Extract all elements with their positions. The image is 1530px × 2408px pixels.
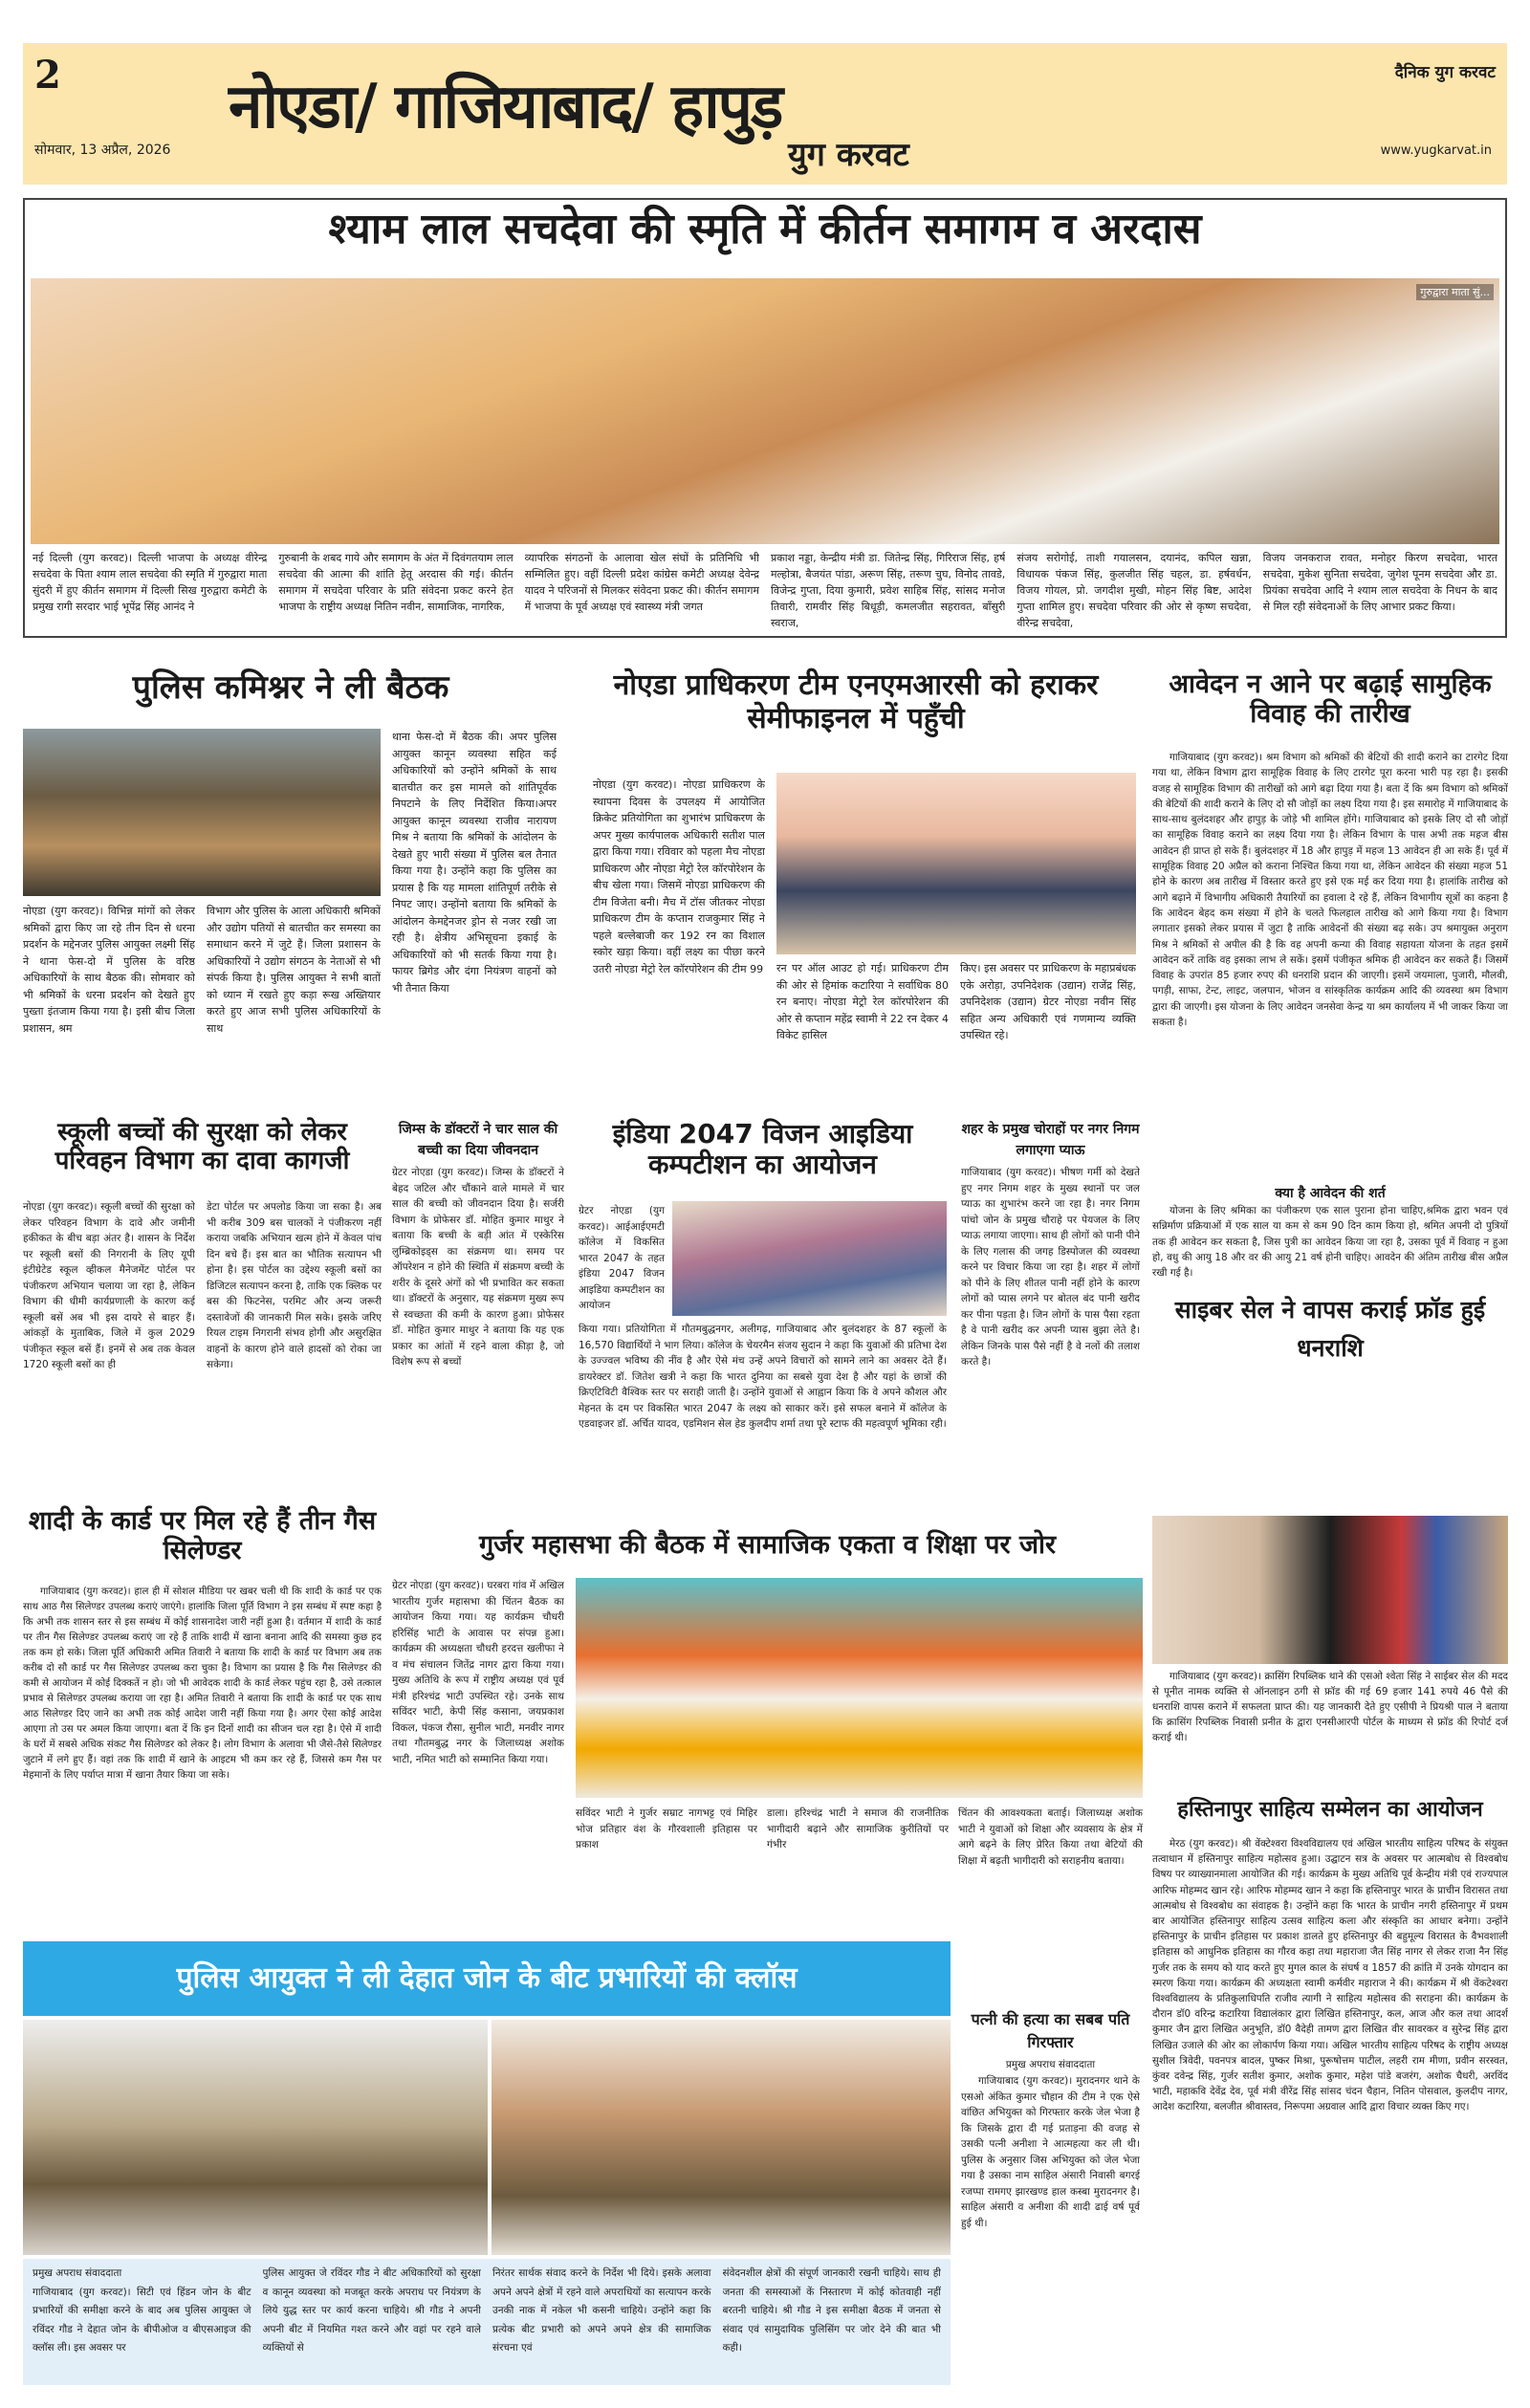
gurjar-headline: गुर्जर महासभा की बैठक में सामाजिक एकता व शिक्षा पर जोर (478, 1530, 1057, 1560)
beat-class-headline: पुलिस आयुक्त ने ली देहात जोन के बीट प्रभारियों की क्लॉस (23, 1941, 951, 2016)
police-meeting-story (23, 669, 558, 1105)
wife-murder-body: गाजियाबाद (युग करवट)। मुरादनगर थाने के एसओ अंकित कुमार चौहान की टीम ने एक ऐसे वांछित अभियुक्त को गिरफ्तार करके जेल भेजा है कि जिसके द्वारा दी गई प्रताड़ना की वजह से उसकी पत्नी अनीशा ने आत्महत्या कर ली थी। पुलिस के अनुसार जिस अभियुक्त को जेल भेजा गया है उसका नाम साहिल अंसारी निवासी बगरई रजप्पा रामगए झारखण्ड हाल कस्बा मुरादनगर है। साहिल अंसारी व अनीशा की शादी ढाई वर्ष पूर्व हुई थी। (961, 2075, 1140, 2229)
gurjar-col-1: सविंदर भाटी ने गुर्जर सम्राट नागभट्ट एवं मिहिर भोज प्रतिहार वंश के गौरवशाली इतिहास पर प्रकाश (576, 1807, 757, 1850)
mass-marriage-headline: आवेदन न आने पर बढ़ाई सामुहिक विवाह की तारीख (1169, 669, 1492, 730)
gurjar-left-col: ग्रेटर नोएडा (युग करवट)। घरबरा गांव में अखिल भारतीय गुर्जर महासभा की चिंतन बैठक का आयोजन किया गया। यह कार्यक्रम चौधरी हरिसिंह भाटी के आवास पर संपन्न हुआ। कार्यक्रम की अध्यक्षता चौधरी हरदत्त खलीफा ने व मंच संचालन जितेंद्र नागर द्वारा किया गया। मुख्य अतिथि के रूप में राष्ट्रीय अध्यक्ष एवं पूर्व मंत्री हरिश्चंद्र भाटी उपस्थित रहे। उनके साथ सविंदर भाटी, केपी सिंह कसाना, जयप्रकाश विकल, पंकज रौसा, सुनील भाटी, मनवीर नागर तथा गौतमबुद्ध नगर के जिलाध्यक्ष अशोक भाटी, नमित भाटी को सम्मानित किया गया। (392, 1580, 564, 1765)
police-col-2: विभाग और पुलिस के आला अधिकारी श्रमिकों और उद्योग पतियों से बातचीत कर समस्या का समाधान करने में जुटे हैं। जिला प्रशासन के अधिकारियों ने उद्योग संगठन के नेताओं से भी संपर्क किया है। पुलिस आयुक्त ने सभी बातों को ध्यान में रखते हुए कड़ा रूख अख्तियार करते हुए आज सभी पुलिस अधिकारियों के साथ (207, 905, 381, 1035)
page-number: 2 (34, 53, 61, 98)
school-safety-story (23, 1119, 382, 1487)
police-meeting-photo (23, 729, 381, 896)
hastinapur-body: मेरठ (युग करवट)। श्री वेंक्टेश्वरा विश्वविद्यालय एवं अखिल भारतीय साहित्य परिषद के संयुक्त तत्वाधान में हस्तिनापुर साहित्य महोत्सव हुआ। उद्घाटन सत्र के अवसर पर आत्मबोध से विश्वबोध विषय पर व्याख्यानमाला आयोजित की गई। कार्यक्रम के मुख्य अतिथि पूर्व केन्द्रीय मंत्री एवं राज्यपाल आरिफ मोहम्मद खान रहे। आरिफ मोहम्मद खान ने कहा कि हस्तिनापुर भारत के प्राचीन विरासत तथा आत्मबोध से विश्वबोध का संवाहक है। उन्होंने कहा कि भारत के प्राचीन नगरी हस्तिनापुर में प्रथम बार आयोजित हस्तिनापुर साहित्य उत्सव साहित्य कला और संस्कृति का आधार बनेगा। उन्होंने हस्तिनापुर के प्राचीन इतिहास पर प्रकाश डालते हुए हस्तिनापुर की बहुमूल्य विरासत के वैभवशाली इतिहास को आधुनिक इतिहास का गौरव कहा तथा महाराजा जैत सिंह नागर से लेकर राजा नैन सिंह गुर्जर तक के समय को याद करते हुए मुगल काल के संघर्ष व 1857 की क्रांति में उनके योगदान का स्मरण किया गया। कार्यक्रम की अध्यक्षता स्वामी कर्मवीर महाराज ने की। कार्यक्रम में श्री वेंकटेश्वरा विश्वविद्यालय के प्रतिकुलाधिपति राजीव त्यागी ने साहित्य महोत्सव की सराहना की। कार्यक्रम के दौरान डॉ0 वरिन्द्र कटारिया विद्यालंकार द्वारा लिखित हस्तिनापुर, कल, आज और कल तथा आदर्श कुमार जैन द्वारा लिखित अनुभूति, डॉ0 वैदेही तामण द्वारा लिखित वीर सावरकर व सुरेन्द्र सिंह द्वारा लिखित उजाले की ओर का लोकार्पण किया गया। अखिल भारतीय साहित्य परिषद के राष्ट्रीय अध्यक्ष सुशील त्रिवेदी, पवनपत्र बादल, पुष्कर मिश्रा, पुरूषोत्तम पाटील, लहरी राम मीणा, प्रवीन सरस्वत, कुंवर दवेन्द्र सिंह, गुर्जर सतीश कुमार, अशोक कुमार, महेश पांडे बजरंग, अशोक चैधरी, अरविंद भाटी, महाकवि देवेंद्र देव, पूर्व मंत्री वीरेंद्र सिंह सांसद चंदन चैहान, नितिन पोसवाल, कुलदीप नागर, आदेश कटारिया, बलजीत श्रीवास्तव, निरूपमा अग्रवाल आदि द्वारा विचार व्यक्त किए गए। (1152, 1838, 1508, 2113)
beat-col-1: प्रमुख अपराध संवाददाता गाजियाबाद (युग करवट)। सिटी एवं हिंडन जोन के बीट प्रभारियों की समीक्षा करने के बाद अब पुलिस आयुक्त जे रविंदर गौड ने देहात जोन के बीपीओज व बीएसआइज की क्लॉस ली। इस अवसर पर (33, 2267, 251, 2353)
brand-name: युग करवट (788, 136, 909, 174)
gurjar-col-3: चिंतन की आवश्यकता बताई। जिलाध्यक्ष अशोक भाटी ने युवाओं को शिक्षा और व्यवसाय के क्षेत्र में आगे बढ़ने के लिए प्रेरित किया तथा बेटियों की शिक्षा में बढ़ती भागीदारी को सराहनीय बताया। (958, 1807, 1143, 1867)
website-link[interactable]: www.yugkarvat.in (1380, 143, 1492, 158)
jims-headline: जिम्स के डॉक्टरों ने चार साल की बच्ची का दिया जीवनदान (398, 1122, 558, 1158)
gurjar-photo (576, 1578, 1143, 1798)
cricket-photo (776, 773, 1136, 954)
cricket-col-2: रन पर ऑल आउट हो गई। प्राधिकरण टीम की ओर से हिमांक कटारिया ने सर्वाधिक 80 रन बनाए। नोएडा मेट्रो रेल कॉरपोरेशन की ओर से कप्तान महेंद्र स्वामी ने 22 रन देकर 4 विकेट हासिल (776, 962, 949, 1041)
india2047-headline: इंडिया 2047 विजन आइडिया कम्पटीशन का आयोजन (612, 1118, 913, 1181)
jims-body: ग्रेटर नोएडा (युग करवट)। जिम्स के डॉक्टरों ने बेहद जटिल और चौंकाने वाले मामले में चार साल की बच्ची को जीवनदान दिया है। सर्जरी विभाग के प्रोफेसर डॉ. मोहित कुमार माथुर ने बताया कि बच्ची के बड़ी आंत में एस्केरिस लुम्ब्रिकोइड्स का संक्रमण था। समय पर ऑपरेशन न होने की स्थिति में संक्रमण बच्ची के शरीर के दूसरे अंगों को भी प्रभावित कर सकता था। डॉक्टरों के अनुसार, यह संक्रमण मुख्य रूप से स्वच्छता की कमी के कारण हुआ। प्रोफेसर डॉ. मोहित कुमार माथुर ने बताया कि यह एक प्रकार का आंतों में रहने वाला कीड़ा है, जो विशेष रूप से बच्चों (392, 1167, 564, 1368)
lead-story (23, 198, 1507, 638)
school-col-1: नोएडा (युग करवट)। स्कूली बच्चों की सुरक्षा को लेकर परिवहन विभाग के दावे और जमीनी हकीकत के बीच बड़ा अंतर है। शासन के निर्देश पर स्कूली बसों की निगरानी के लिए यूपी इंटीग्रेटेड स्कूल व्हीकल मैनेजमेंट पोर्टल पर पंजीकरण अभियान चलाया जा रहा है, लेकिन विभाग की धीमी कार्यप्रणाली के कारण कई स्कूली बसें अब भी इस दायरे से बाहर हैं। आंकड़ों के मुताबिक, जिले में कुल 2029 पंजीकृत स्कूल बसें हैं। इनमें से अब तक केवल 1720 स्कूली बसों का ही (23, 1201, 195, 1370)
lead-col-3: व्यापरिक संगठनों के आलावा खेल संघों के प्रतिनिधि भी सम्मिलित हुए। वहीं दिल्ली प्रदेश कांग्रेस कमेटी अध्यक्ष देवेन्द्र यादव ने परिजनों से मिलकर संवेदना प्रकट की। कीर्तन समागम में भाजपा के पूर्व अध्यक्ष एवं स्वास्थ्य मंत्री जगत (524, 552, 759, 613)
lead-col-1: नई दिल्ली (युग करवट)। दिल्ली भाजपा के अध्यक्ष वीरेन्द्र सचदेवा के पिता श्याम लाल सचदेवा की स्मृति में गुरुद्वारा माता सुंदरी में हुए कीर्तन समागम में दिल्ली सिख गुरुद्वारा कमेटी के प्रमुख रागी सरदार भाई भूपेंद्र सिंह आनंद ने (33, 552, 268, 613)
beat-officers-photo (492, 2020, 951, 2255)
edition-title: नोएडा/ गाजियाबाद/ हापुड़ (229, 72, 782, 142)
masthead (23, 43, 1507, 185)
beat-col-3: निरंतर सार्थक संवाद करने के निर्देश भी दिये। इसके अलावा अपने अपने क्षेत्रों में रहने वाले अपराधियों का सत्यापन करके उनकी नाक में नकेल भी कसनी चाहिये। उन्होंने कहा कि प्रत्येक बीट प्रभारी को अपने अपने क्षेत्र की सामाजिक संरचना एवं (492, 2267, 711, 2353)
lead-col-5: संजय सरोगोई, ताशी गयालसन, दयानंद, कपिल खन्ना, विधायक पंकज सिंह, कुलजीत सिंह चहल, डा. हर्षवर्धन, विजय गोयल, प्रो. जगदीश मुखी, मोहन सिंह बिष्ट, आदेश गुप्ता शामिल हुए। सचदेवा परिवार की ओर से कृष्ण सचदेवा, वीरेन्द्र सचदेवा, (1016, 552, 1252, 629)
india2047-intro: ग्रेटर नोएडा (युग करवट)। आईआईएमटी कॉलेज में विकसित भारत 2047 के तहत इंडिया 2047 विजन आइडिया कम्पटीशन का आयोजन (579, 1205, 665, 1311)
cyber-body: गाजियाबाद (युग करवट)। क्रासिंग रिपब्लिक थाने की एसओ श्वेता सिंह ने साईबर सेल की मदद से पूनीत नामक व्यक्ति से ऑनलाइन ठगी से फ्रॉड की गई 69 हजार 141 रुपये 46 पैसे की धनराशि वापस कराने में सफलता प्राप्त की। यह जानकारी देते हुए एसीपी ने प्रियश्री पाल ने बताया कि क्रासिंग रिपब्लिक निवासी प्रनीत के द्वारा एनसीआरपी पोर्टल के माध्यम से फ्रॉड की रिपोर्ट दर्ज कराई थी। (1152, 1671, 1508, 1743)
lead-photo (31, 278, 1499, 544)
gurjar-col-2: डाला। हरिश्चंद्र भाटी ने समाज की राजनीतिक भागीदारी बढ़ाने और सामाजिक कुरीतियों पर गंभीर (767, 1807, 949, 1850)
gas-cylinder-body: गाजियाबाद (युग करवट)। हाल ही में सोशल मीडिया पर खबर चली थी कि शादी के कार्ड पर एक साथ आठ गैस सिलेण्डर उपलब्ध कराएं जाएंगे। हालांकि जिला पूर्ति विभाग ने इस सम्बंध में स्पष्ट कहा है कि अभी तक शासन स्तर से इस सम्बंध में कोई शासनादेश जारी नहीं हुआ है। वर्तमान में शादी के कार्ड पर तीन गैस सिलेण्डर उपलब्ध कराएं जा रहे हैं ताकि शादी में खाना बनाना आदि की समस्या कुछ हद तक कम हो सके। जिला पूर्ति अधिकारी अमित तिवारी ने बताया कि शादी के कार्ड पर विभाग अब तक करीब दो सौ कार्ड पर गैस सिलेण्डर उपलब्ध करा चुका है। विभाग का प्रयास है कि गैस सिलेण्डर की कमी से आयोजन में कोई दिक्कतें न हो। जो भी आवेदक शादी के कार्ड लेकर पहुंच रहा है, उसे तत्काल प्रभाव से सिलेण्डर उपलब्ध कराया जा रहा है। अमित तिवारी ने बताया कि शादी के कार्ड पर एक साथ आठ सिलेण्डर दिए जाने का अभी तक कोई आदेश जारी नहीं किया गया है। अगर ऐसा कोई आदेश आएगा तो उस पर अमल किया जाएगा। बता दें कि इन दिनों शादी का सीजन चल रहा है। ऐसे में शादी के घरों में सबसे अधिक संकट गैस सिलेण्डर को लेकर है। लोग विभाग के अलावा भी जैसे-तैसे सिलेण्डर जुटाने में लगे हुए हैं। वहां तक कि शादी में खाने के आइटम भी कम कर रहे हैं, जिससे कम गैस पर मेहमानों के लिए पर्याप्त मात्रा में खाना तैयार किया जा सके। (23, 1587, 382, 1781)
photo-sign-text: गुरुद्वारा माता सुं... (1416, 284, 1494, 300)
lead-col-6: विजय जनकराज रावत, मनोहर किरण सचदेवा, भारत सचदेवा, मुकेश सुनिता सचदेवा, जुगेश पूनम सचदेवा और डा. प्रियंका सचदेवा आदि ने श्याम लाल सचदेवा के निधन के बाद से मिल रही संवेदनाओं के लिए आभार प्रकट किया। (1262, 552, 1497, 613)
hastinapur-story (1152, 1798, 1508, 2372)
lead-headline: श्याम लाल सचदेवा की स्मृति में कीर्तन समागम व अरदास (328, 205, 1202, 253)
cyber-headline: साइबर सेल ने वापस कराई फ्रॉड हुई धनराशि (1174, 1296, 1486, 1362)
pyau-body: गाजियाबाद (युग करवट)। भीषण गर्मी को देखते हुए नगर निगम शहर के मुख्य स्थानों पर जल प्याऊ का शुभारंभ करने जा रहा है। नगर निगम पांचो जोन के प्रमुख चौराहे पर पेयजल के लिए प्याऊ लगाया जाएगा। साथ ही लोगों को पानी पीने के लिए गलास की जगह डिस्पोजल की व्यवस्था करने पर विचार किया जा रहा है। शहर में लोगों को पीने के लिए शीतल पानी नहीं होने के कारण लोगों को प्यास लगने पर बोतल बंद पानी खरीद कर पीना पड़ता है। जिन लोगों के पास पैसा रहता है वे पानी खरीद कर अपनी प्यास बुझा लेते है। लेकिन जिनके पास पैसे नहीं है वे नलों की तलाश करते है। (961, 1167, 1140, 1368)
hastinapur-headline: हस्तिनापुर साहित्य सम्मेलन का आयोजन (1177, 1798, 1483, 1822)
india2047-photo (672, 1201, 947, 1316)
police-col-3: थाना फेस-दो में बैठक की। अपर पुलिस आयुक्त कानून व्यवस्था सहित कई अधिकारियों को उन्होंने श्रमिकों के साथ बातचीत कर इस मामले को शांतिपूर्वक निपटाने के लिए निर्देशित किया।अपर आयुक्त कानून व्यवस्था राजीव नारायण मिश्र ने बताया कि श्रमिकों के आंदोलन के देखते हुए भारी संख्या में पुलिस बल तैनात किया गया है। उन्होंने कहा कि पुलिस का प्रयास है कि यह मामला शांतिपूर्ण तरीके से निपट जाए। उन्होंनो बताया कि श्रमिकों के आंदोलन केमद्देनजर ड्रोन से नजर रखी जा रही है। क्षेत्रीय अभिसूचना इकाई के अधिकारियों को भी सतर्क किया गया है। फायर ब्रिगेड और दंगा नियंत्रण वाहनों को भी तैनात किया (392, 731, 557, 995)
jims-story (392, 1119, 564, 1497)
india2047-body: किया गया। प्रतियोगिता में गौतमबुद्धनगर, अलीगढ़, गाजियाबाद और बुलंदशहर के 87 स्कूलों के 16,570 विद्यार्थियों ने भाग लिया। कॉलेज के चेयरमैन संजय सुदान ने कहा कि युवाओं की प्रतिभा देश के उज्ज्वल भविष्य की नींव है और ऐसे मंच उन्हें अपने विचारों को सामने लाने का अवसर देते हैं। डायरेक्टर डॉ. जितेश खत्री ने कहा कि भारत दुनिया का सबसे युवा देश है और यहां के छात्रों की क्रिएटिविटी वैश्विक स्तर पर सराही जाती है। उन्होंने युवाओं से आह्वान किया कि वे अपने कौशल और मेहनत के दम पर विकसित भारत 2047 के लक्ष्य को साकार करें। इसे सफल बनाने में कॉलेज के एडवाइजर डॉ. अर्चित यादव, एडमिशन सेल हेड कुलदीप शर्मा तथा पूरे स्टाफ की महत्वपूर्ण भूमिका रही। (579, 1324, 947, 1430)
cricket-story (574, 669, 1138, 1105)
gas-cylinder-story (23, 1506, 382, 1927)
gurjar-story (392, 1530, 1143, 1937)
pyau-headline: शहर के प्रमुख चोराहों पर नगर निगम लगाएगा प्याऊ (961, 1122, 1140, 1158)
wife-murder-story (961, 2008, 1140, 2376)
cricket-col-1: नोएडा (युग करवट)। नोएडा प्राधिकरण के स्थापना दिवस के उपलक्ष्य में आयोजित क्रिकेट प्रतियोगिता का शुभारंभ प्राधिकरण के अपर मुख्य कार्यपालक अधिकारी सतीश पाल द्वारा किया गया। रविवार को पहला मैच नोएडा प्राधिकरण और नोएडा मेट्रो रेल कॉरपोरेशन के बीच खेला गया। जिसमें नोएडा प्राधिकरण की टीम विजेता बनी। मैच में टॉस जीतकर नोएडा प्राधिकरण टीम के कप्तान राजकुमार सिंह ने पहले बल्लेबाजी कर 192 रन का विशाल स्कोर खड़ा किया। वहीं लक्ष्य का पीछा करने उतरी नोएडा मेट्रो रेल कॉरपोरेशन की टीम 99 (593, 778, 765, 975)
wife-murder-headline: पत्नी की हत्या का सबब पति गिरफ्तार (971, 2010, 1130, 2051)
lead-col-2: गुरुबानी के शबद गाये और समागम के अंत में दिवंगतयाम लाल सचदेवा की आत्मा की शांति हेतू अरदास की गई। कीर्तन समागम में सचदेवा परिवार के प्रति संवेदना प्रकट करने हेत भाजपा के राष्ट्रीय अध्यक्ष नितिन नवीन, सामाजिक, नागरिक, (278, 552, 514, 613)
lead-body (33, 550, 1497, 634)
gas-cylinder-headline: शादी के कार्ड पर मिल रहे हैं तीन गैस सिलेण्डर (28, 1506, 377, 1566)
school-safety-headline: स्कूली बच्चों की सुरक्षा को लेकर परिवहन विभाग का दावा कागजी (55, 1118, 350, 1175)
beat-meeting-photo (23, 2020, 488, 2255)
beat-class-story (23, 1941, 951, 2391)
paper-name: दैनिक युग करवट (1394, 63, 1496, 82)
police-col-1: नोएडा (युग करवट)। विभिन्न मांगों को लेकर श्रमिकों द्वारा किए जा रहे तीन दिन से धरना प्रदर्शन के मद्देनजर पुलिस आयुक्त लक्ष्मी सिंह ने थाना फेस-दो में पुलिस के वरिष्ठ अधिकारियों के साथ बैठक की। सोमवार को भी श्रमिकों के धरना प्रदर्शन को देखते हुए पुख्ता इंतजाम किया गया है। इसी बीच जिला प्रशासन, श्रम (23, 905, 195, 1035)
beat-col-4: संवेदनशील क्षेत्रों की संपूर्ण जानकारी रखनी चाहिये। साथ ही जनता की समस्याओं कें निस्तारण में कोई कोतवाही नहीं बरतनी चाहिये। श्री गौड ने इस समीक्षा बैठक में जनता से संवाद एवं सामुदायिक पुलिसिंग पर जोर देने की बात भी कही। (722, 2267, 941, 2353)
cricket-headline: नोएडा प्राधिकरण टीम एनएमआरसी को हराकर सेमीफाइनल में पहुँची (613, 668, 1099, 735)
pyau-story (961, 1119, 1140, 1497)
cyber-story (1152, 1291, 1508, 1788)
issue-date: सोमवार, 13 अप्रैल, 2026 (34, 142, 171, 158)
mass-marriage-story (1152, 669, 1508, 1281)
cyber-photo (1152, 1516, 1508, 1664)
mass-marriage-subhead: क्या है आवेदन की शर्त (1275, 1186, 1386, 1201)
cricket-col-3: किए। इस अवसर पर प्राधिकरण के महाप्रबंधक एके अरोड़ा, उपनिदेशक (उद्यान) राजेंद्र सिंह, उपनिदेशक (उद्यान) ग्रेटर नोएडा नवीन सिंह सहित अन्य अधिकारी एवं गणमान्य व्यक्ति उपस्थित रहे। (960, 962, 1136, 1041)
police-meeting-headline: पुलिस कमिश्नर ने ली बैठक (132, 668, 449, 707)
beat-col-2: पुलिस आयुक्त जे रविंदर गौड ने बीट अधिकारियों को सुरक्षा व कानून व्यवस्था को मजबूत करके अपराध पर नियंत्रण के लिये युद्ध स्तर पर कार्य करना चाहिये। श्री गौड ने अपनी अपनी बीट में नियमित गश्त करने और वहां पर रहने वाले व्यक्तियों से (262, 2267, 481, 2353)
beat-class-body (23, 2259, 951, 2385)
wife-murder-byline: प्रमुख अपराध संवाददाता (1005, 2059, 1096, 2070)
lead-col-4: प्रकाश नड्डा, केन्द्रीय मंत्री डा. जितेन्द्र सिंह, गिरिराज सिंह, हर्ष मल्होत्रा, बैजयंत पांडा, अरूण सिंह, तरूण चुघ, विनोद तावडे, विजेन्द्र गुप्ता, दिया कुमारी, प्रवेश साहिब सिंह, सांसद मनोज तिवारी, रामवीर सिंह बिधूड़ी, कमलजीत सहरावत, बाँसुरी स्वराज, (770, 552, 1006, 629)
india2047-story (579, 1119, 947, 1497)
mass-marriage-conditions: योजना के लिए श्रमिका का पंजीकरण एक साल पुराना होना चाहिए,श्रमिक द्वारा भवन एवं सन्निर्माण प्रक्रियाओं में एक साल या कम से कम 90 दिन काम किया हो, श्रमित अपनी दो पुत्रियों तक ही आवेदन कर सकता है, जिस पुत्री का आवेदन किया जा रहा है, उसका पूर्व में विवाह न हुआ हो, वधु की आयु 18 और वर की आयु 21 वर्ष होनी चाहिए। आवदेन की अंतिम तारीख बीस अप्रैल रखी गई है। (1152, 1205, 1508, 1280)
school-col-2: डेटा पोर्टल पर अपलोड किया जा सका है। अब भी करीब 309 बस चालकों ने पंजीकरण नहीं कराया जबकि अभियान खत्म होने में केवल पांच दिन बचे हैं। इस बात का भौतिक सत्यापन भी होना है। इस पोर्टल का उद्देश्य स्कूली बसों का डिजिटल सत्यापन करना है, ताकि एक क्लिक पर बस की फिटनेस, परमिट और अन्य जरूरी दस्तावेजों की जानकारी मिल सके। इसके जरिए रियल टाइम निगरानी संभव होगी और असुरक्षित वाहनों के कारण होने वाले हादसों को रोका जा सकेगा। (207, 1201, 382, 1370)
mass-marriage-body: गाजियाबाद (युग करवट)। श्रम विभाग को श्रमिकों की बेटियों की शादी कराने का टारगेट दिया गया था, लेकिन विभाग द्वारा सामूहिक विवाह के लिए टारगेट पूरा करना भारी पड़ रहा है। इसकी वजह से सामूहिक विभाग की तारीखों को आगे बढ़ा दिया गया है। बता दें कि श्रम विभाग को श्रमिकों की बेटियों की शादी कराने के लिए दो सौ जोड़ों का लक्ष्य दिया गया है। इस समारोह में गाजियाबाद के साथ-साथ बुलंदशहर और हापुड़ के जोड़े भी शामिल होंगे। गाजियाबाद को इसके लिए दो सौ जोड़ों का सामूहिक विवाह कराने का लक्ष्य दिया गया है। लेकिन विभाग के पास अभी तक महज बीस आवेदन ही प्राप्त हो सके हैं। बुलंदशहर में 18 और हापुड़ में महज 13 आवेदन ही आ सके हैं। पूर्व में सामूहिक विवाह 20 अप्रैल को कराना निश्चित किया गया था, लेकिन आवेदन की संख्या महज 51 होने के कारण अब तारीख में विस्तार करते हुए इसे एक मई कर दिया गया है। हालांकि तारीख को आगे बढ़ाने में विभागीय अधिकारी तैयारियों का हवाला दे रहे हैं, लेकिन विभागीय सूत्रों का कहना है कि आवेदन बेहद कम संख्या में होने के चलते फिलहाल तारीख को आगे किया गया है। विभाग लगातार इसको लेकर प्रयास में जुटा है ताकि आवेदनों की संख्या बढ़ सके। उप श्रमायुक्त अनुराग मिश्र ने श्रमिकों से अपील की है कि वह अपनी कन्या की विवाह सहायता योजना के तहत इसमें आवेदन करें ताकि वह इसका लाभ ले सकें। इसमें पंजीकृत श्रमिक ही आवेदन कर सकते हैं। जिसमें विवाह के उपरांत 85 हजार रुपए की धनराशि प्रदान की जाएगी। इसमें जयमाला, पुजारी, मौलवी, पगड़ी, साफा, टेन्ट, लाइट, जलपान, भोजन व सांस्कृतिक कार्यक्रम आदि की व्यवस्था श्रम विभाग द्वारा की जाएगी। इस योजना के लिए आवेदन जनसेवा केन्द्र या श्रम कार्यालय में भी जाकर किया जा सकता है। (1152, 752, 1508, 1029)
